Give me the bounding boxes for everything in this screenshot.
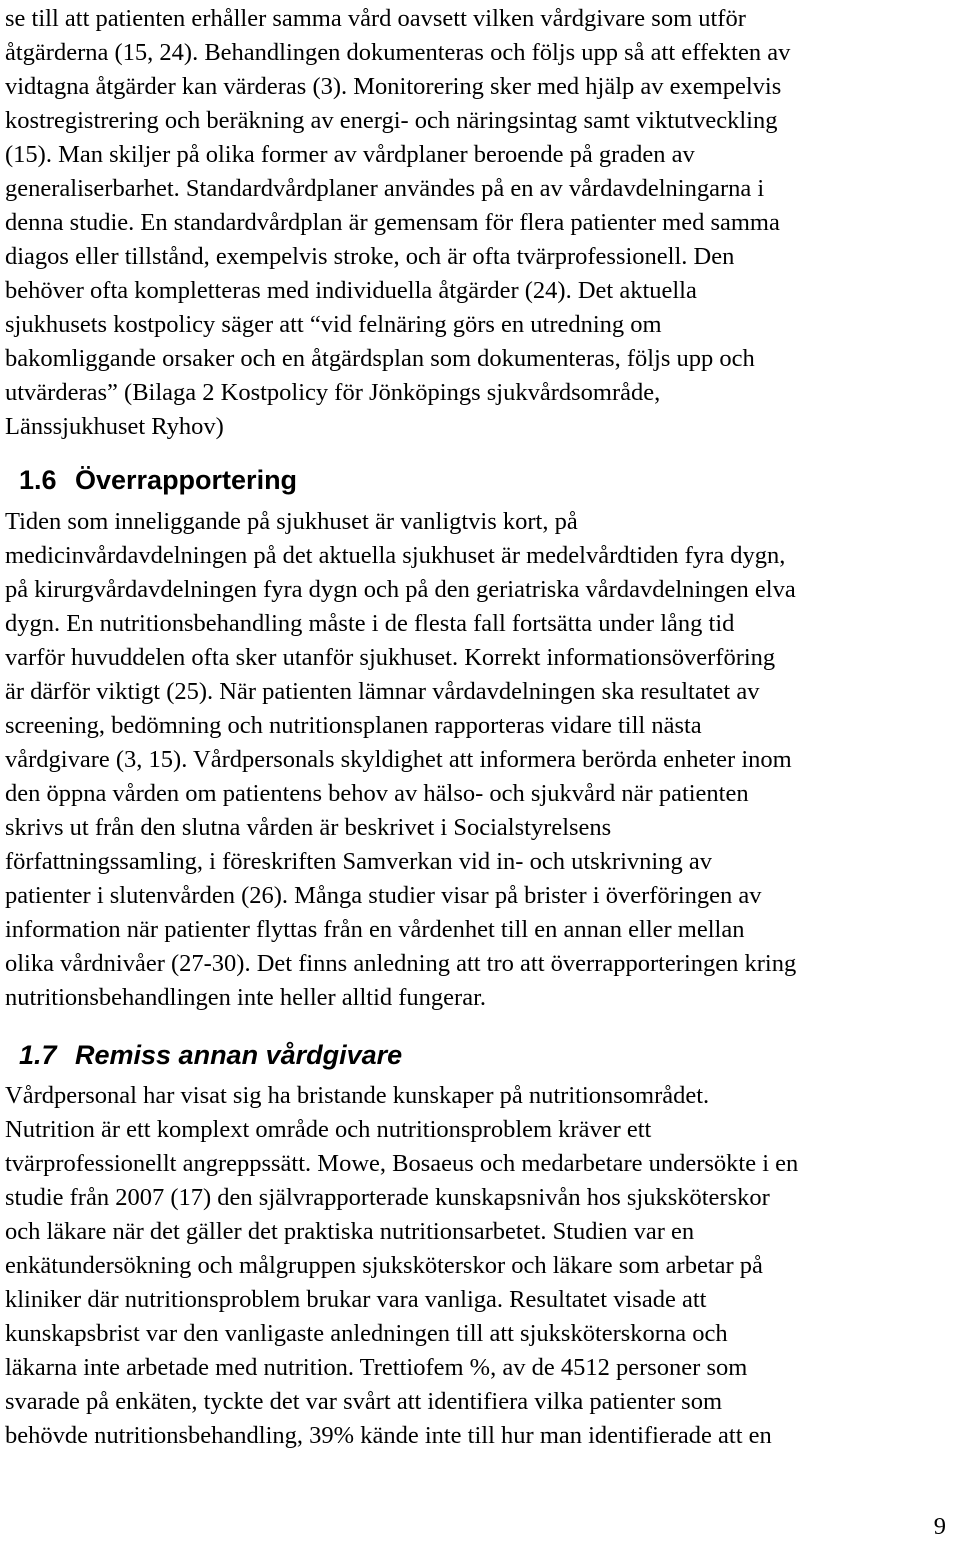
text-line: denna studie. En standardvårdplan är gemensam för flera patienter med samma <box>5 209 780 236</box>
text-line: vidtagna åtgärder kan värderas (3). Monitorering sker med hjälp av exempelvis <box>5 73 782 100</box>
text-line: varför huvuddelen ofta sker utanför sjukhuset. Korrekt informationsöverföring <box>5 644 776 671</box>
section-number: 1.7 <box>19 1040 57 1070</box>
text-line: behövde nutritionsbehandling, 39% kände inte till hur man identifierade att en <box>5 1422 772 1449</box>
text-line: sjukhusets kostpolicy säger att “vid felnäring görs en utredning om <box>5 311 662 338</box>
text-line: se till att patienten erhåller samma vård oavsett vilken vårdgivare som utför <box>5 5 746 32</box>
text-line: Länssjukhuset Ryhov) <box>5 413 224 440</box>
text-line: kliniker där nutritionsproblem brukar vara vanliga. Resultatet visade att <box>5 1286 707 1313</box>
text-line: screening, bedömning och nutritionsplanen rapporteras vidare till nästa <box>5 712 702 739</box>
text-line: diagos eller tillstånd, exempelvis stroke, och är ofta tvärprofessionell. Den <box>5 243 735 270</box>
text-line: utvärderas” (Bilaga 2 Kostpolicy för Jönköpings sjukvårdsområde, <box>5 379 661 406</box>
text-line: åtgärderna (15, 24). Behandlingen dokumenteras och följs upp så att effekten av <box>5 39 791 66</box>
text-line: generaliserbarhet. Standardvårdplaner användes på en av vårdavdelningarna i <box>5 175 765 202</box>
page-number: 9 <box>933 1513 946 1540</box>
text-line: olika vårdnivåer (27-30). Det finns anledning att tro att överrapporteringen kring <box>5 950 797 977</box>
text-line: dygn. En nutritionsbehandling måste i de flesta fall fortsätta under lång tid <box>5 610 735 637</box>
text-line: Vårdpersonal har visat sig ha bristande kunskaper på nutritionsområdet. <box>5 1082 710 1109</box>
text-line: studie från 2007 (17) den självrapporterade kunskapsnivån hos sjuksköterskor <box>5 1184 770 1211</box>
text-line: medicinvårdavdelningen på det aktuella sjukhuset är medelvårdtiden fyra dygn, <box>5 542 786 569</box>
text-line: (15). Man skiljer på olika former av vårdplaner beroende på graden av <box>5 141 695 168</box>
text-line: den öppna vården om patientens behov av hälso- och sjukvård när patienten <box>5 780 749 807</box>
text-line: och läkare när det gäller det praktiska nutritionsarbetet. Studien var en <box>5 1218 695 1245</box>
text-line: skrivs ut från den slutna vården är beskrivet i Socialstyrelsens <box>5 814 612 841</box>
text-line: på kirurgvårdavdelningen fyra dygn och på den geriatriska vårdavdelningen elva <box>5 576 796 603</box>
text-line: vårdgivare (3, 15). Vårdpersonals skyldighet att informera berörda enheter inom <box>5 746 792 773</box>
text-line: kunskapsbrist var den vanligaste anledningen till att sjuksköterskorna och <box>5 1320 728 1347</box>
text-line: tvärprofessionellt angreppssätt. Mowe, Bosaeus och medarbetare undersökte i en <box>5 1150 799 1177</box>
text-line: information när patienter flyttas från en vårdenhet till en annan eller mellan <box>5 916 745 943</box>
text-line: behöver ofta kompletteras med individuella åtgärder (24). Det aktuella <box>5 277 697 304</box>
text-line: är därför viktigt (25). När patienten lämnar vårdavdelningen ska resultatet av <box>5 678 760 705</box>
section-title: Remiss annan vårdgivare <box>75 1040 403 1070</box>
text-line: patienter i slutenvården (26). Många studier visar på brister i överföringen av <box>5 882 762 909</box>
text-line: enkätundersökning och målgruppen sjuksköterskor och läkare som arbetar på <box>5 1252 763 1279</box>
text-line: bakomliggande orsaker och en åtgärdsplan som dokumenteras, följs upp och <box>5 345 755 372</box>
text-line: författningssamling, i föreskriften Samverkan vid in- och utskrivning av <box>5 848 712 875</box>
text-line: läkarna inte arbetade med nutrition. Trettiofem %, av de 4512 personer som <box>5 1354 748 1381</box>
text-line: Tiden som inneliggande på sjukhuset är vanligtvis kort, på <box>5 508 578 535</box>
text-line: kostregistrering och beräkning av energi- och näringsintag samt viktutveckling <box>5 107 778 134</box>
text-line: Nutrition är ett komplext område och nutritionsproblem kräver ett <box>5 1116 652 1143</box>
section-heading-1-6 <box>19 460 297 500</box>
section-number: 1.6 <box>19 465 57 495</box>
section-heading-1-7 <box>19 1035 402 1075</box>
text-line: svarade på enkäten, tyckte det var svårt att identifiera vilka patienter som <box>5 1388 723 1415</box>
section-title: Överrapportering <box>75 465 298 495</box>
text-line: nutritionsbehandlingen inte heller alltid fungerar. <box>5 984 487 1011</box>
